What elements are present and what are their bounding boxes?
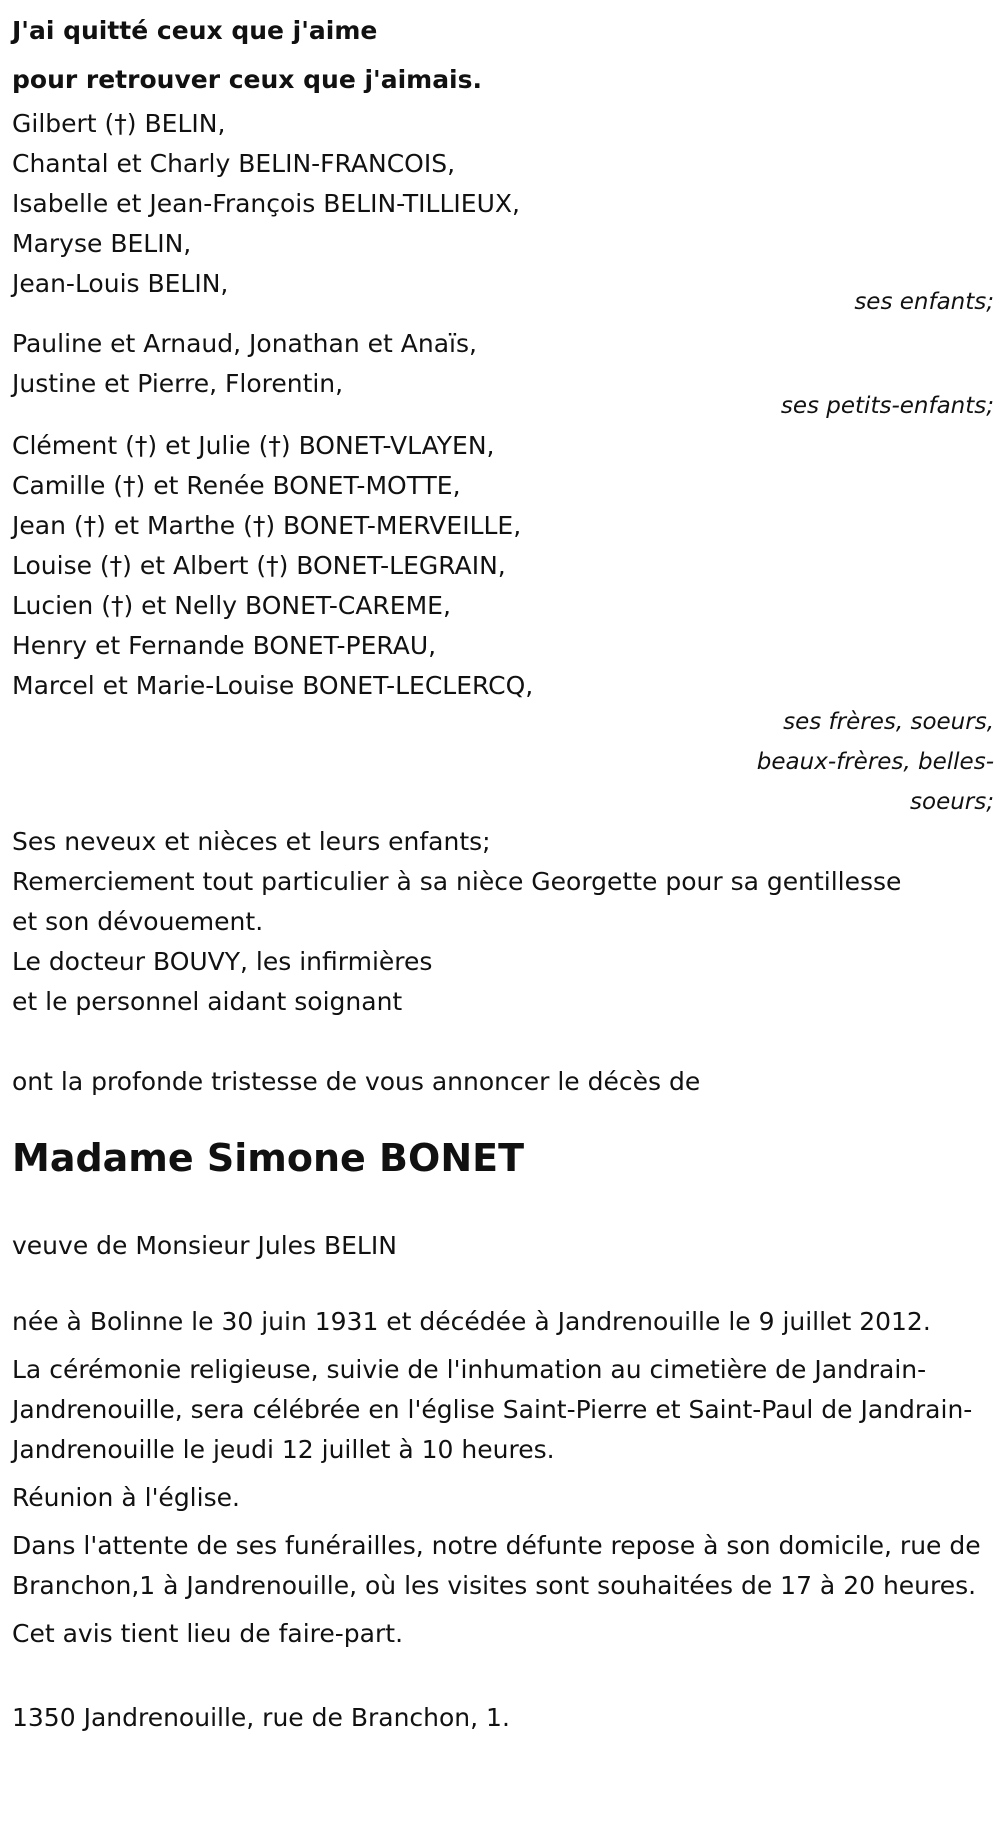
siblings-role bbox=[694, 702, 1000, 822]
name-line: Chantal et Charly BELIN-FRANCOIS, bbox=[12, 149, 456, 178]
notice: Cet avis tient lieu de faire-part. bbox=[12, 1619, 404, 1648]
deceased-name: Madame Simone BONET bbox=[12, 1136, 524, 1180]
name-line: Camille (†) et Renée BONET-MOTTE, bbox=[12, 471, 461, 500]
siblings-role-line: soeurs; bbox=[910, 789, 994, 815]
birth-death: née à Bolinne le 30 juin 1931 et décédée à Jandrenouille le 9 juillet 2012. bbox=[12, 1307, 931, 1336]
epigraph bbox=[12, 0, 1000, 104]
others-line: Remerciement tout particulier à sa nièce Georgette pour sa gentillesse bbox=[12, 867, 902, 896]
announcement: ont la profonde tristesse de vous annoncer le décès de bbox=[12, 1067, 701, 1096]
others-line: et son dévouement. bbox=[12, 907, 264, 936]
ceremony: La cérémonie religieuse, suivie de l'inhumation au cimetière de Jandrain-Jandrenouille, sera célébrée en l'église Saint-Pierre et Saint-Paul de Jandrain-Jandrenouille le jeudi 12 juillet à 10 heures. bbox=[12, 1355, 973, 1464]
address: 1350 Jandrenouille, rue de Branchon, 1. bbox=[12, 1703, 510, 1732]
name-line: Louise (†) et Albert (†) BONET-LEGRAIN, bbox=[12, 551, 506, 580]
others-group bbox=[12, 822, 980, 1022]
children-group bbox=[12, 104, 980, 304]
name-line: Jean (†) et Marthe (†) BONET-MERVEILLE, bbox=[12, 511, 522, 540]
siblings-role-line: ses frères, soeurs, bbox=[783, 709, 994, 735]
name-line: Henry et Fernande BONET-PERAU, bbox=[12, 631, 437, 660]
name-line: Clément (†) et Julie (†) BONET-VLAYEN, bbox=[12, 431, 495, 460]
name-line: Pauline et Arnaud, Jonathan et Anaïs, bbox=[12, 329, 477, 358]
name-line: Gilbert (†) BELIN, bbox=[12, 109, 226, 138]
siblings-group bbox=[12, 426, 980, 706]
siblings-role-line: beaux-frères, belles- bbox=[756, 749, 994, 775]
meeting: Réunion à l'église. bbox=[12, 1483, 240, 1512]
name-line: Justine et Pierre, Florentin, bbox=[12, 369, 344, 398]
visits: Dans l'attente de ses funérailles, notre défunte repose à son domicile, rue de Branchon,1 à Jandrenouille, où les visites sont souhaitées de 17 à 20 heures. bbox=[12, 1531, 981, 1600]
others-line: Le docteur BOUVY, les infirmières bbox=[12, 947, 433, 976]
name-line: Marcel et Marie-Louise BONET-LECLERCQ, bbox=[12, 671, 534, 700]
others-line: Ses neveux et nièces et leurs enfants; bbox=[12, 827, 491, 856]
grandchildren-role: ses petits-enfants; bbox=[780, 393, 994, 419]
name-line: Lucien (†) et Nelly BONET-CAREME, bbox=[12, 591, 451, 620]
name-line: Isabelle et Jean-François BELIN-TILLIEUX, bbox=[12, 189, 520, 218]
epigraph-line-1: J'ai quitté ceux que j'aime bbox=[12, 16, 378, 45]
others-line: et le personnel aidant soignant bbox=[12, 987, 403, 1016]
epigraph-line-2: pour retrouver ceux que j'aimais. bbox=[12, 65, 483, 94]
children-role: ses enfants; bbox=[854, 289, 994, 315]
name-line: Maryse BELIN, bbox=[12, 229, 192, 258]
widow-of: veuve de Monsieur Jules BELIN bbox=[12, 1231, 397, 1260]
name-line: Jean-Louis BELIN, bbox=[12, 269, 229, 298]
